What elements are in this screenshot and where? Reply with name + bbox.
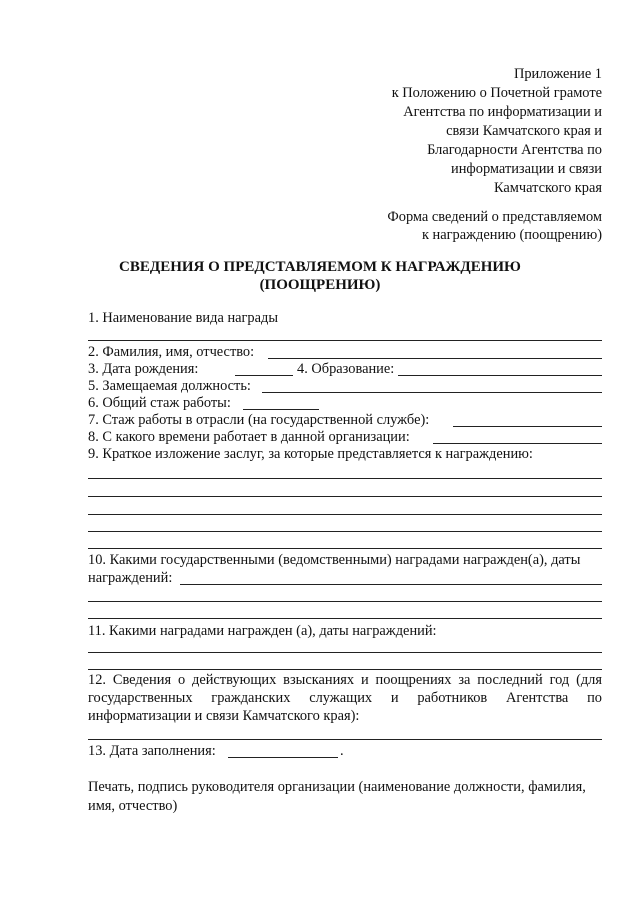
header-line: Благодарности Агентства по (427, 142, 602, 158)
field-9-line (88, 496, 602, 497)
document-title-line2: (ПООЩРЕНИЮ) (259, 277, 381, 293)
field-5-label: 5. Замещаемая должность: (88, 378, 251, 394)
field-5-line (262, 392, 602, 393)
header-line: к Положению о Почетной грамоте (391, 85, 602, 101)
field-8-label: 8. С какого времени работает в данной организации: (88, 429, 410, 445)
field-4-label: 4. Образование: (297, 361, 395, 377)
field-12-label-line3: информатизации и связи Камчатского края): (88, 708, 360, 724)
field-9-line (88, 478, 602, 479)
field-10-line (88, 601, 602, 602)
field-10-line (180, 584, 602, 585)
field-3-label: 3. Дата рождения: (88, 361, 199, 377)
header-line: Камчатского края (494, 180, 602, 196)
field-1-line (88, 340, 602, 341)
field-11-line (88, 652, 602, 653)
field-6-line (243, 409, 319, 410)
appendix-number: Приложение 1 (513, 66, 602, 82)
field-10-label: 10. Какими государственными (ведомственными) наградами награжден(а), даты (88, 552, 581, 568)
form-caption-line: к награждению (поощрению) (421, 227, 602, 243)
field-7-line (453, 426, 602, 427)
field-4-line (398, 375, 602, 376)
field-9-line (88, 514, 602, 515)
field-12-label-line2: государственных гражданских служащих и работников Агентства по (88, 690, 602, 706)
field-7-label: 7. Стаж работы в отрасли (на государственной службе): (88, 412, 430, 428)
field-13-line (228, 757, 338, 758)
field-13-label: 13. Дата заполнения: (88, 743, 216, 759)
field-8-line (433, 443, 602, 444)
signature-note: Печать, подпись руководителя организации (наименование должности, фамилия, (88, 779, 586, 795)
signature-note-line2: имя, отчество) (88, 798, 178, 814)
field-3-line (235, 375, 293, 376)
document-title: СВЕДЕНИЯ О ПРЕДСТАВЛЯЕМОМ К НАГРАЖДЕНИЮ (119, 259, 521, 275)
form-caption-line: Форма сведений о представляемом (387, 209, 602, 225)
field-11-line (88, 669, 602, 670)
field-12-line (88, 739, 602, 740)
field-2-line (268, 358, 602, 359)
field-10-label-line2: награждений: (88, 570, 173, 586)
field-9-line (88, 531, 602, 532)
header-line: связи Камчатского края и (446, 123, 602, 139)
header-line: информатизации и связи (451, 161, 602, 177)
field-10-line (88, 618, 602, 619)
field-11-label: 11. Какими наградами награжден (а), даты награждений: (88, 623, 437, 639)
field-2-label: 2. Фамилия, имя, отчество: (88, 344, 255, 360)
field-6-label: 6. Общий стаж работы: (88, 395, 231, 411)
header-line: Агентства по информатизации и (403, 104, 602, 120)
field-12-label: 12. Сведения о действующих взысканиях и поощрениях за последний год (для (88, 672, 602, 688)
field-9-line (88, 548, 602, 549)
field-9-label: 9. Краткое изложение заслуг, за которые представляется к награждению: (88, 446, 533, 462)
field-1-label: 1. Наименование вида награды (88, 310, 279, 326)
field-13-period: . (340, 743, 344, 759)
